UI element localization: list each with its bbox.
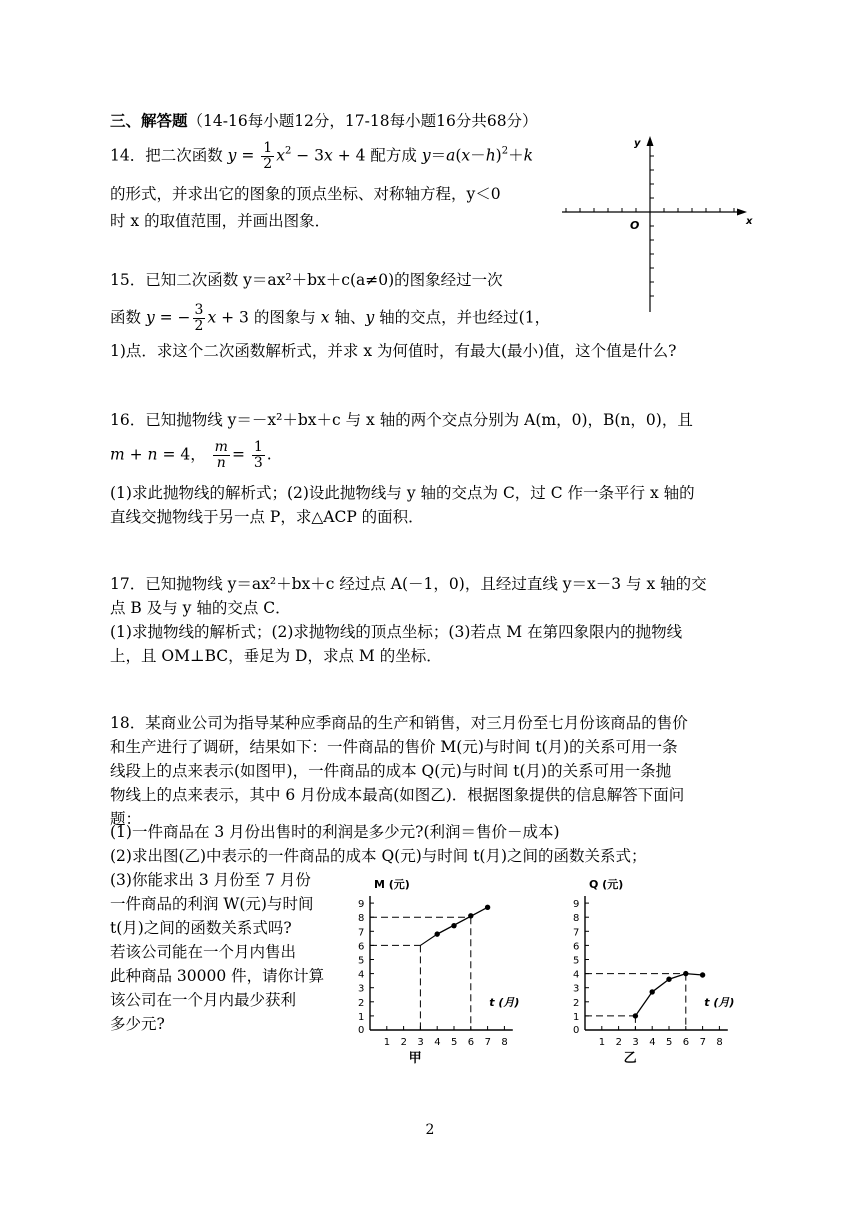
- fraction-three-halves: $\frac{3}{2}$: [194, 302, 204, 334]
- q18-line-13: 该公司在一个月内最少获利: [110, 991, 297, 1009]
- x-tick-label: 4: [434, 1037, 441, 1048]
- x-tick-label: 8: [716, 1037, 723, 1048]
- x-tick-label: 6: [682, 1037, 690, 1048]
- x-tick-label: 1: [383, 1037, 391, 1048]
- q14-line-3: 时 x 的取值范围，并画出图象．: [110, 212, 331, 230]
- q18-line-7: (2)求出图(乙)中表示的一件商品的成本 Q(元)与时间 t(月)之间的函数关系式；: [110, 847, 647, 865]
- q16-line-3: (1)求此抛物线的解析式；(2)设此抛物线与 y 轴的交点为 C，过 C 作一条平行 x 轴的: [110, 484, 695, 502]
- x-axis-arrow: [737, 209, 747, 216]
- q18-line-10: t(月)之间的函数关系式吗?: [110, 919, 292, 937]
- y-tick-label: 2: [358, 997, 365, 1009]
- q18-line-5: 题：: [110, 810, 142, 828]
- data-point: [451, 923, 456, 928]
- origin-label: 0: [358, 1025, 365, 1036]
- chart-caption: 乙: [623, 1051, 637, 1066]
- y-tick-label: 7: [573, 927, 580, 939]
- data-point: [666, 977, 671, 982]
- y-tick-label: 6: [358, 941, 365, 953]
- q18-line-12: 此种商品 30000 件，请你计算: [110, 967, 325, 985]
- x-axis-label: t (月): [489, 996, 520, 1010]
- chart-yi: [555, 870, 735, 1070]
- fraction-m-over-n: $\frac{m}{n}$: [214, 439, 228, 471]
- data-point: [485, 905, 490, 910]
- y-axis-arrow: [647, 136, 654, 146]
- data-point: [683, 971, 688, 976]
- fraction-half: $\frac{1}{2}$: [263, 140, 273, 172]
- y-tick-label: 5: [358, 955, 365, 967]
- x-tick-label: 6: [467, 1037, 475, 1048]
- q15-line-2: 函数 y = − $\frac{3}{2}$ x + 3 的图象与 x 轴、y 轴的交点，并也经过(1，: [110, 302, 551, 334]
- section-heading: [110, 110, 538, 132]
- data-point: [700, 972, 705, 977]
- q16-line-1: 16．已知抛物线 y＝－x²＋bx＋c 与 x 轴的两个交点分别为 A(m，0)，B(n，0)，且: [110, 411, 693, 429]
- q17-line-3: (1)求抛物线的解析式；(2)求抛物线的顶点坐标；(3)若点 M 在第四象限内的抛物线: [110, 623, 683, 641]
- x-tick-label: 1: [598, 1037, 606, 1048]
- data-point: [435, 931, 440, 936]
- y-tick-label: 4: [573, 969, 580, 981]
- y-tick-label: 1: [573, 1011, 580, 1023]
- origin-label: 0: [573, 1025, 580, 1036]
- q14-blank-axes: [558, 134, 758, 314]
- y-axis-label: Q (元): [589, 878, 624, 891]
- x-axis-label: x: [746, 216, 753, 227]
- q18-line-2: 和生产进行了调研，结果如下：一件商品的售价 M(元)与时间 t(月)的关系可用一条: [110, 738, 678, 756]
- y-tick-label: 6: [573, 941, 580, 953]
- segment-connector: [420, 934, 437, 945]
- y-axis-label: y: [634, 138, 641, 149]
- y-tick-label: 8: [573, 913, 580, 925]
- chart-caption: 甲: [408, 1051, 422, 1066]
- data-point: [468, 913, 473, 918]
- q15-line-3: 1)点．求这个二次函数解析式，并求 x 为何值时，有最大(最小)值，这个值是什么?: [110, 342, 677, 360]
- q16-line-2: m + n = 4， $\frac{m}{n}$ = $\frac{1}{3}$ .: [110, 439, 272, 471]
- section-note: （14-16每小题12分，17-18每小题16分共68分）: [187, 112, 538, 130]
- fraction-one-third: $\frac{1}{3}$: [253, 439, 263, 471]
- y-tick-label: 9: [573, 899, 580, 911]
- y-tick-label: 2: [573, 997, 580, 1009]
- x-tick-label: 3: [632, 1037, 639, 1048]
- page-number: 2: [425, 1122, 435, 1138]
- q18-line-1: 18．某商业公司为指导某种应季商品的生产和销售，对三月份至七月份该商品的售价: [110, 714, 688, 732]
- y-axis-label: M (元): [374, 878, 410, 891]
- q18-line-8: (3)你能求出 3 月份至 7 月份: [110, 871, 311, 889]
- y-tick-label: 9: [358, 899, 365, 911]
- q15-line-1: 15．已知二次函数 y＝ax²＋bx＋c(a≠0)的图象经过一次: [110, 271, 503, 289]
- data-point: [633, 1013, 638, 1018]
- y-tick-label: 8: [358, 913, 365, 925]
- y-tick-label: 7: [358, 927, 365, 939]
- y-tick-label: 3: [573, 983, 580, 995]
- q17-line-1: 17．已知抛物线 y＝ax²＋bx＋c 经过点 A(－1，0)，且经过直线 y＝x－3 与 x 轴的交: [110, 575, 707, 593]
- x-tick-label: 7: [484, 1037, 491, 1048]
- q14-line-1: 14．把二次函数 y = $\frac{1}{2}$ $x^2 - 3x + 4$ 配方成 $y=a(x-h)^2+k$: [110, 140, 534, 172]
- x-tick-label: 8: [501, 1037, 508, 1048]
- x-axis-label: t (月): [704, 996, 735, 1010]
- q18-line-14: 多少元?: [110, 1015, 165, 1033]
- origin-label: O: [630, 219, 640, 232]
- q18-line-11: 若该公司能在一个月内售出: [110, 943, 297, 961]
- section-title: 三、解答题: [110, 111, 188, 130]
- x-tick-label: 2: [615, 1037, 622, 1048]
- data-point: [650, 989, 655, 994]
- x-tick-label: 5: [666, 1037, 673, 1048]
- x-tick-label: 3: [417, 1037, 424, 1048]
- q18-line-4: 物线上的点来表示，其中 6 月份成本最高(如图乙)．根据图象提供的信息解答下面问: [110, 786, 685, 804]
- q18-line-3: 线段上的点来表示(如图甲)，一件商品的成本 Q(元)与时间 t(月)的关系可用一条抛: [110, 762, 672, 780]
- x-tick-label: 2: [400, 1037, 407, 1048]
- x-tick-label: 5: [451, 1037, 458, 1048]
- q18-line-6: (1)一件商品在 3 月份出售时的利润是多少元?(利润＝售价－成本): [110, 823, 560, 841]
- y-tick-label: 5: [573, 955, 580, 967]
- y-tick-label: 3: [358, 983, 365, 995]
- q14-line-2: 的形式，并求出它的图象的顶点坐标、对称轴方程，y＜0: [110, 185, 501, 203]
- x-tick-label: 4: [649, 1037, 656, 1048]
- q17-line-4: 上，且 OM⊥BC，垂足为 D，求点 M 的坐标．: [110, 647, 442, 665]
- x-tick-label: 7: [699, 1037, 706, 1048]
- chart-jia: [340, 870, 520, 1070]
- q16-line-4: 直线交抛物线于另一点 P，求△ACP 的面积．: [110, 508, 424, 526]
- series-line: [437, 907, 487, 934]
- q17-line-2: 点 B 及与 y 轴的交点 C．: [110, 599, 291, 617]
- q18-line-9: 一件商品的利润 W(元)与时间: [110, 895, 314, 913]
- y-tick-label: 1: [358, 1011, 365, 1023]
- y-tick-label: 4: [358, 969, 365, 981]
